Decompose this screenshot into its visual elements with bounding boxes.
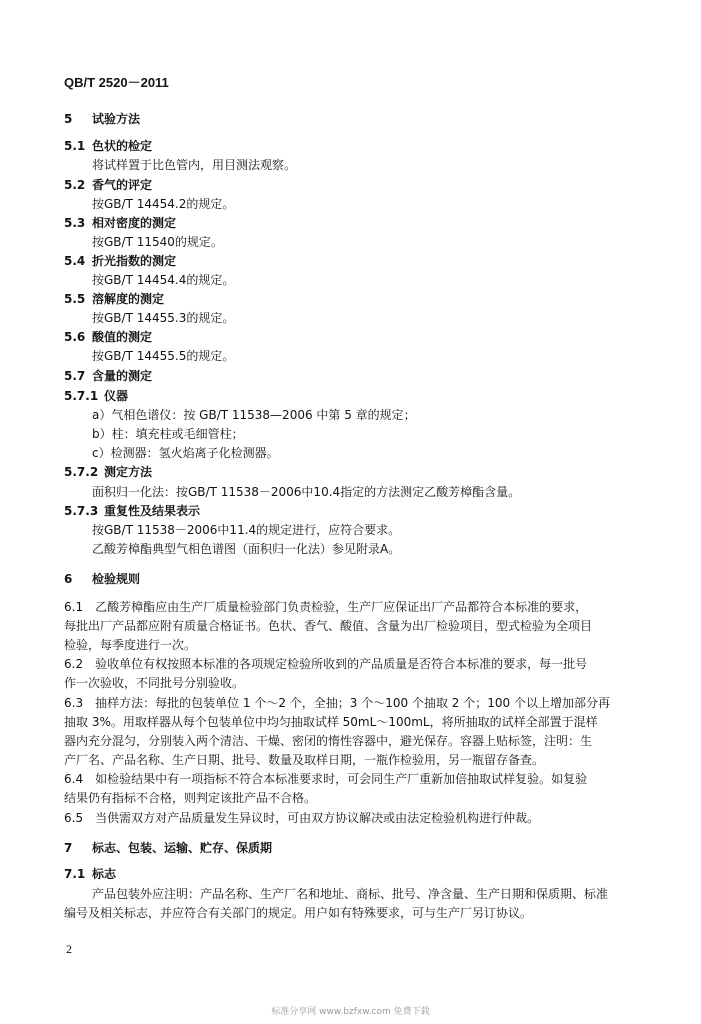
clause-number: 5.4 xyxy=(64,254,86,268)
clause-5-1-heading xyxy=(64,139,152,153)
clause-5-6-body: 按GB/T 14455.5的规定。 xyxy=(92,349,235,363)
section-title: 检验规则 xyxy=(92,572,141,586)
clause-6-3-line-3: 器内充分混匀，分别装入两个清洁、干燥、密闭的惰性容器中，避光保存。容器上贴标签，注明：生 xyxy=(64,734,593,748)
clause-title: 仪器 xyxy=(104,389,129,403)
footer-watermark: 标准分享网 www.bzfxw.com 免费下载 xyxy=(271,1007,430,1017)
clause-5-3-body: 按GB/T 11540的规定。 xyxy=(92,235,223,249)
clause-number: 5.1 xyxy=(64,139,86,153)
clause-5-7-3-body-2: 乙酸芳樟酯典型气相色谱图（面积归一化法）参见附录A。 xyxy=(92,542,401,556)
clause-5-1-body: 将试样置于比色管内，用目测法观察。 xyxy=(92,158,297,172)
clause-title: 相对密度的测定 xyxy=(92,216,177,230)
clause-7-1-line-1: 产品包装外应注明：产品名称、生产厂名和地址、商标、批号、净含量、生产日期和保质期、标准 xyxy=(92,887,609,901)
clause-6-1-line-2: 每批出厂产品都应附有质量合格证书。色状、香气、酸值、含量为出厂检验项目，型式检验为全项目 xyxy=(64,619,593,633)
clause-5-5-body: 按GB/T 14455.3的规定。 xyxy=(92,311,235,325)
clause-5-2-heading xyxy=(64,178,152,192)
clause-title: 酸值的测定 xyxy=(92,330,153,344)
clause-6-2-line-2: 作一次验收，不同批号分别验收。 xyxy=(64,676,245,690)
clause-6-3-line-4: 产厂名、产品名称、生产日期、批号、数量及取样日期，一瓶作检验用，另一瓶留存备查。 xyxy=(64,753,545,767)
list-item-b: b）柱：填充柱或毛细管柱； xyxy=(92,427,244,441)
clause-title: 含量的测定 xyxy=(92,369,153,383)
clause-5-7-2-heading xyxy=(64,465,152,479)
clause-number: 5.2 xyxy=(64,178,86,192)
clause-number: 5.3 xyxy=(64,216,86,230)
clause-title: 标志 xyxy=(92,867,117,881)
clause-6-3-line-1: 6.3 抽样方法：每批的包装单位 1 个～2 个，全抽；3 个～100 个抽取 2 个；100 个以上增加部分再 xyxy=(64,696,610,710)
section-number: 6 xyxy=(64,572,73,586)
clause-number: 5.7.3 xyxy=(64,504,99,518)
clause-5-7-3-body-1: 按GB/T 11538－2006中11.4的规定进行，应符合要求。 xyxy=(92,523,401,537)
section-6-heading xyxy=(64,572,140,586)
clause-title: 香气的评定 xyxy=(92,178,153,192)
clause-6-1-line-3: 检验，每季度进行一次。 xyxy=(64,638,197,652)
section-7-heading xyxy=(64,841,272,855)
section-5-heading xyxy=(64,112,140,126)
clause-6-3-line-2: 抽取 3%。用取样器从每个包装单位中均匀抽取试样 50mL～100mL，将所抽取的试样全部置于混样 xyxy=(64,715,598,729)
page-number: 2 xyxy=(66,942,72,956)
clause-5-5-heading xyxy=(64,292,164,306)
clause-5-3-heading xyxy=(64,216,176,230)
clause-5-7-heading xyxy=(64,369,152,383)
clause-5-7-3-heading xyxy=(64,504,200,518)
clause-title: 测定方法 xyxy=(104,465,153,479)
clause-5-4-body: 按GB/T 14454.4的规定。 xyxy=(92,273,235,287)
clause-title: 重复性及结果表示 xyxy=(104,504,201,518)
clause-6-5-line-1: 6.5 当供需双方对产品质量发生异议时，可由双方协议解决或由法定检验机构进行仲裁。 xyxy=(64,811,540,825)
clause-6-2-line-1: 6.2 验收单位有权按照本标准的各项规定检验所收到的产品质量是否符合本标准的要求，每一批号 xyxy=(64,657,588,671)
clause-5-7-1-heading xyxy=(64,389,128,403)
clause-6-4-line-1: 6.4 如检验结果中有一项指标不符合本标准要求时，可会同生产厂重新加倍抽取试样复验。如复验 xyxy=(64,772,588,786)
clause-number: 5.7 xyxy=(64,369,86,383)
clause-title: 色状的检定 xyxy=(92,139,153,153)
clause-6-1-line-1: 6.1 乙酸芳樟酯应由生产厂质量检验部门负责检验，生产厂应保证出厂产品都符合本标准的要求， xyxy=(64,600,588,614)
clause-7-1-heading xyxy=(64,867,116,881)
clause-title: 溶解度的测定 xyxy=(92,292,165,306)
section-title: 标志、包装、运输、贮存、保质期 xyxy=(92,841,273,855)
list-item-c: c）检测器：氢火焰离子化检测器。 xyxy=(92,446,279,460)
clause-number: 5.7.1 xyxy=(64,389,99,403)
clause-5-7-2-body: 面积归一化法：按GB/T 11538－2006中10.4指定的方法测定乙酸芳樟酯含量。 xyxy=(92,485,521,499)
clause-5-2-body: 按GB/T 14454.2的规定。 xyxy=(92,197,235,211)
clause-6-4-line-2: 结果仍有指标不合格，则判定该批产品不合格。 xyxy=(64,791,317,805)
clause-5-6-heading xyxy=(64,330,152,344)
section-title: 试验方法 xyxy=(92,112,141,126)
standard-number: QB/T 2520－2011 xyxy=(64,75,169,90)
section-number: 5 xyxy=(64,112,73,126)
section-number: 7 xyxy=(64,841,73,855)
clause-7-1-line-2: 编号及相关标志，并应符合有关部门的规定。用户如有特殊要求，可与生产厂另订协议。 xyxy=(64,906,533,920)
clause-number: 5.7.2 xyxy=(64,465,99,479)
clause-number: 7.1 xyxy=(64,867,86,881)
clause-number: 5.6 xyxy=(64,330,86,344)
clause-5-4-heading xyxy=(64,254,176,268)
list-item-a: a）气相色谱仪：按 GB/T 11538—2006 中第 5 章的规定； xyxy=(92,408,416,422)
clause-title: 折光指数的测定 xyxy=(92,254,177,268)
clause-number: 5.5 xyxy=(64,292,86,306)
